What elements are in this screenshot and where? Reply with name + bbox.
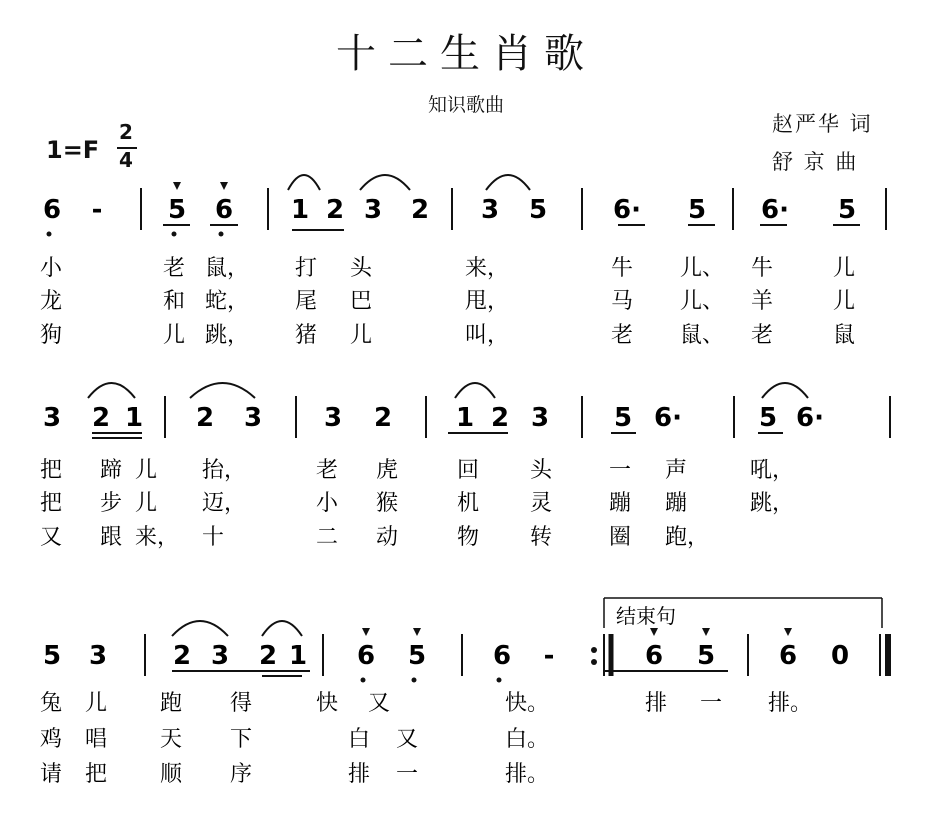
lyric-1-3-5: 儿 [350, 323, 373, 348]
note-3-3: 2 [172, 641, 192, 671]
lyric-2-3-9: 圈 [609, 525, 632, 550]
lyric-3-1-6: 又 [368, 691, 391, 716]
lyric-1-3-1: 狗 [40, 323, 63, 348]
lyric-1-2-3: 蛇， [205, 289, 250, 314]
song-title: 十二生肖歌 [336, 31, 596, 77]
lyric-3-2-5: 白 [348, 727, 371, 752]
lyric-1-3-4: 猪 [295, 323, 318, 348]
lyric-1-2-7: 马 [611, 289, 634, 314]
accent-mark [784, 628, 792, 636]
note-1-4: 6 [214, 195, 234, 225]
lyric-2-2-9: 蹦 [609, 491, 632, 516]
lyric-1-2-1: 龙 [40, 289, 63, 314]
lyric-3-1-1: 兔 [40, 691, 63, 716]
lyric-2-1-8: 头 [530, 458, 553, 483]
note-3-9: 6 [492, 641, 512, 671]
note-1-13: 6· [761, 195, 789, 225]
lyric-2-1-1: 把 [40, 458, 63, 483]
accent-mark [362, 628, 370, 636]
lyric-2-3-4: 十 [202, 525, 225, 550]
lyric-2-2-1: 把 [40, 491, 63, 516]
lyric-3-1-10: 排。 [768, 691, 813, 716]
lyric-3-2-2: 唱 [85, 727, 108, 752]
note-2-13: 5 [758, 403, 778, 433]
note-2-3: 1 [124, 403, 144, 433]
note-3-10: - [543, 641, 555, 671]
note-3-13: 6 [778, 641, 798, 671]
lyric-1-1-1: 小 [40, 256, 63, 281]
composer-credit: 舒 京 曲 [772, 150, 859, 174]
accent-mark [413, 628, 421, 636]
lyric-1-1-9: 牛 [751, 256, 774, 281]
accent-mark [220, 182, 228, 190]
note-2-11: 5 [613, 403, 633, 433]
slur-arc [762, 383, 808, 398]
lyric-2-1-9: 一 [609, 458, 632, 483]
slur-arc [360, 175, 410, 190]
lyric-2-2-3: 儿 [135, 491, 158, 516]
lyric-1-3-7: 老 [611, 323, 634, 348]
lyric-2-3-8: 转 [530, 525, 553, 550]
lyric-1-1-4: 打 [295, 256, 318, 281]
note-1-5: 1 [290, 195, 310, 225]
note-1-14: 5 [837, 195, 857, 225]
note-3-4: 3 [210, 641, 230, 671]
note-3-6: 1 [288, 641, 308, 671]
lyric-1-2-4: 尾 [295, 289, 318, 314]
octave-dot [172, 232, 177, 237]
octave-dot [497, 678, 502, 683]
lyric-3-2-1: 鸡 [40, 727, 63, 752]
note-3-11: 6 [644, 641, 664, 671]
lyric-1-3-9: 老 [751, 323, 774, 348]
note-2-12: 6· [654, 403, 682, 433]
slur-arc [288, 175, 320, 190]
lyric-1-1-3: 鼠， [205, 256, 250, 281]
lyric-2-1-4: 抬， [202, 458, 247, 483]
note-2-9: 2 [490, 403, 510, 433]
lyric-3-3-2: 把 [85, 762, 108, 787]
note-1-2: - [91, 195, 103, 225]
lyric-2-2-10: 蹦 [665, 491, 688, 516]
note-2-2: 2 [91, 403, 111, 433]
note-2-6: 3 [323, 403, 343, 433]
lyric-2-1-6: 虎 [376, 458, 399, 483]
lyric-2-2-4: 迈， [202, 491, 247, 516]
slur-arc [88, 383, 135, 398]
octave-dot [412, 678, 417, 683]
lyric-2-2-5: 小 [316, 491, 339, 516]
lyric-2-3-7: 物 [457, 525, 480, 550]
note-2-8: 1 [455, 403, 475, 433]
note-1-1: 6 [42, 195, 62, 225]
note-3-8: 5 [407, 641, 427, 671]
note-3-1: 5 [42, 641, 62, 671]
lyricist-credit: 赵严华 词 [772, 112, 873, 136]
note-1-9: 3 [480, 195, 500, 225]
lyric-2-1-5: 老 [316, 458, 339, 483]
lyric-2-3-3: 来， [135, 525, 180, 550]
note-2-10: 3 [530, 403, 550, 433]
lyric-3-3-7: 排。 [505, 762, 550, 787]
accent-mark [650, 628, 658, 636]
lyric-2-2-7: 机 [457, 491, 480, 516]
note-3-12: 5 [696, 641, 716, 671]
lyric-2-1-10: 声 [665, 458, 688, 483]
lyric-3-3-6: 一 [396, 762, 419, 787]
lyric-1-3-10: 鼠 [833, 323, 856, 348]
lyric-1-2-9: 羊 [751, 289, 774, 314]
accent-mark [702, 628, 710, 636]
lyric-2-1-2: 蹄 [100, 458, 123, 483]
lyric-1-1-10: 儿 [833, 256, 856, 281]
time-signature-bottom: 4 [119, 148, 133, 172]
lyric-3-1-4: 得 [230, 691, 253, 716]
lyric-2-1-11: 吼， [750, 458, 795, 483]
accent-mark [173, 182, 181, 190]
lyric-2-2-2: 步 [100, 491, 123, 516]
lyric-2-3-10: 跑， [665, 525, 710, 550]
repeat-dot [591, 659, 597, 665]
lyric-1-1-6: 来， [465, 256, 510, 281]
lyric-1-3-8: 鼠、 [680, 323, 725, 348]
lyric-2-2-6: 猴 [376, 491, 399, 516]
ending-label: 结束句 [616, 604, 676, 628]
note-3-14: 0 [830, 641, 850, 671]
octave-dot [47, 232, 52, 237]
note-1-11: 6· [613, 195, 641, 225]
time-signature-top: 2 [119, 120, 133, 144]
lyric-3-2-7: 白。 [505, 727, 550, 752]
lyric-1-2-2: 和 [163, 289, 186, 314]
note-2-7: 2 [373, 403, 393, 433]
lyric-1-2-8: 儿、 [680, 289, 725, 314]
lyric-2-3-2: 跟 [100, 525, 123, 550]
lyric-3-2-4: 下 [230, 727, 253, 752]
repeat-dot [591, 647, 597, 653]
note-2-5: 3 [243, 403, 263, 433]
lyric-2-3-6: 动 [376, 525, 399, 550]
slur-arc [455, 383, 495, 398]
lyric-2-1-7: 回 [457, 458, 480, 483]
song-subtitle: 知识歌曲 [427, 94, 504, 116]
lyric-2-3-5: 二 [316, 525, 339, 550]
lyric-1-3-2: 儿 [163, 323, 186, 348]
octave-dot [361, 678, 366, 683]
note-1-10: 5 [528, 195, 548, 225]
slur-arc [486, 175, 530, 190]
lyric-1-2-5: 巴 [350, 289, 373, 314]
lyric-2-2-8: 灵 [530, 491, 553, 516]
lyric-3-1-7: 快。 [505, 691, 550, 716]
slur-arc [172, 621, 228, 636]
lyric-1-1-7: 牛 [611, 256, 634, 281]
lyric-3-3-1: 请 [40, 762, 63, 787]
lyric-3-1-3: 跑 [160, 691, 183, 716]
lyric-1-1-2: 老 [163, 256, 186, 281]
note-2-1: 3 [42, 403, 62, 433]
lyric-3-3-3: 顺 [160, 762, 183, 787]
note-1-12: 5 [687, 195, 707, 225]
note-3-2: 3 [88, 641, 108, 671]
lyric-3-3-5: 排 [348, 762, 371, 787]
slur-arc [262, 621, 302, 636]
lyric-3-2-6: 又 [396, 727, 419, 752]
lyric-3-2-3: 天 [160, 727, 183, 752]
lyric-1-1-8: 儿、 [680, 256, 725, 281]
key-signature: 1=F [46, 136, 100, 164]
lyric-1-2-10: 儿 [833, 289, 856, 314]
note-1-8: 2 [410, 195, 430, 225]
lyric-2-2-11: 跳， [750, 491, 795, 516]
lyric-2-3-1: 又 [40, 525, 63, 550]
lyric-1-3-6: 叫， [465, 323, 510, 348]
lyric-3-3-4: 序 [230, 762, 253, 787]
note-3-7: 6 [356, 641, 376, 671]
octave-dot [219, 232, 224, 237]
note-1-7: 3 [363, 195, 383, 225]
note-2-14: 6· [796, 403, 824, 433]
note-1-6: 2 [325, 195, 345, 225]
note-2-4: 2 [195, 403, 215, 433]
lyric-3-1-2: 儿 [85, 691, 108, 716]
note-3-5: 2 [258, 641, 278, 671]
lyric-3-1-9: 一 [700, 691, 723, 716]
lyric-2-1-3: 儿 [135, 458, 158, 483]
slur-arc [190, 383, 255, 398]
lyric-3-1-8: 排 [645, 691, 668, 716]
lyric-1-1-5: 头 [350, 256, 373, 281]
lyric-1-2-6: 甩， [465, 289, 510, 314]
lyric-1-3-3: 跳， [205, 323, 250, 348]
note-1-3: 5 [167, 195, 187, 225]
lyric-3-1-5: 快 [316, 691, 339, 716]
